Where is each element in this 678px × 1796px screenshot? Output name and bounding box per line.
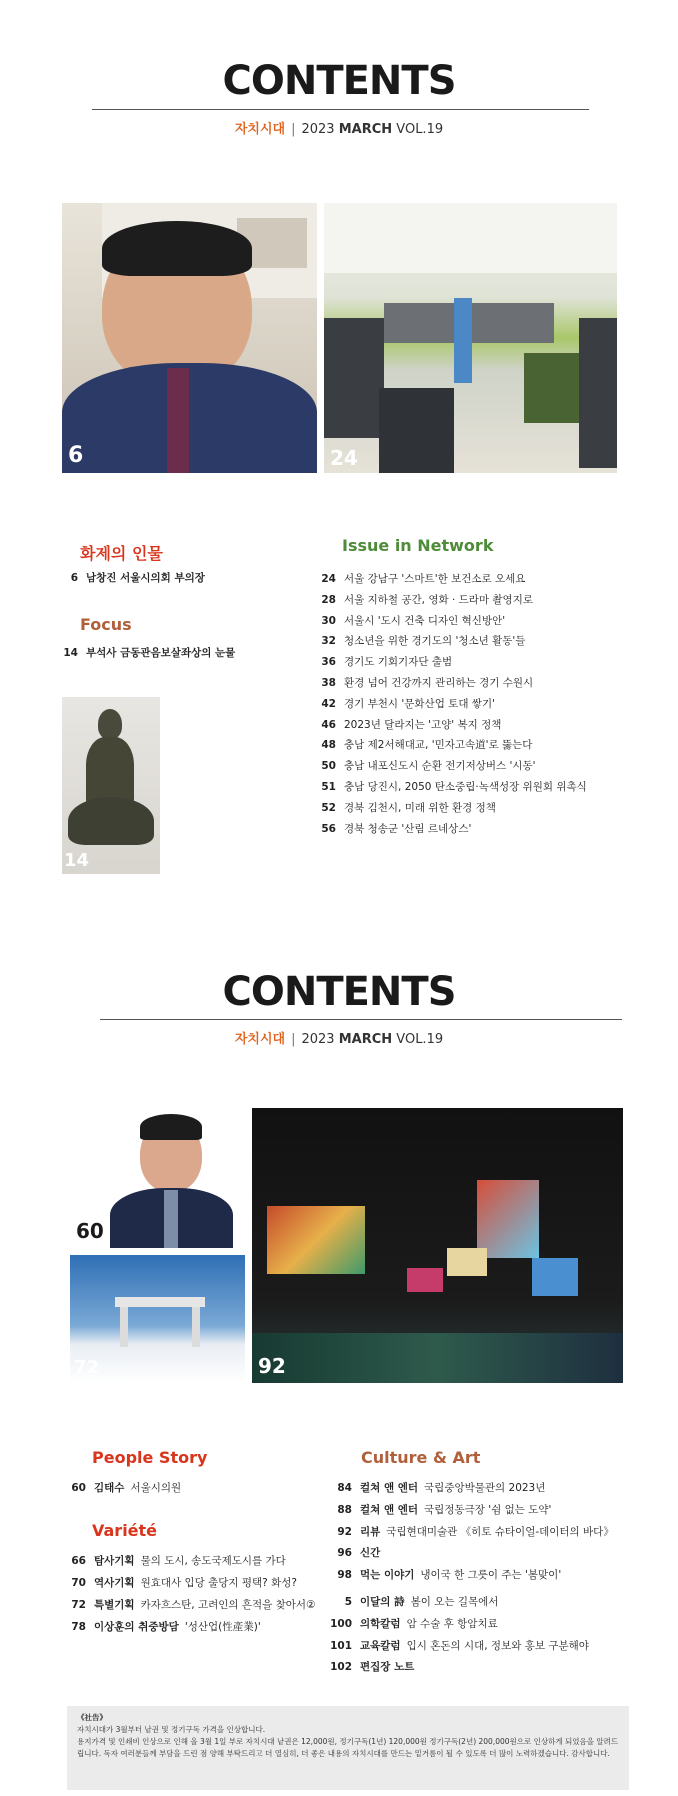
toc-entry-category: 먹는 이야기 <box>360 1569 415 1582</box>
toc-entry-title <box>360 1594 498 1609</box>
brand-name: 자치시대 <box>234 122 286 137</box>
toc-entry-category: 리뷰 <box>360 1525 381 1538</box>
toc-entry-text: 충남 내포신도시 순환 전기저상버스 '시동' <box>344 760 536 773</box>
toc-entry-text: 환경 넘어 건강까지 관리하는 경기 수원시 <box>344 677 534 689</box>
page-number-label: 6 <box>68 443 84 468</box>
statue-head <box>98 709 122 739</box>
toc-entry-title <box>344 758 536 773</box>
screen-artwork <box>267 1206 365 1274</box>
toc-entry-title <box>344 613 505 628</box>
photo-bodhisattva-statue <box>62 697 160 874</box>
toc-entry-title <box>94 1480 181 1495</box>
toc-entry-title <box>344 654 452 669</box>
monument-pillar <box>120 1307 128 1347</box>
toc-entry-title <box>344 633 525 648</box>
photo-mmca-exhibition <box>252 1108 623 1383</box>
toc-item[interactable] <box>310 654 452 669</box>
monument-pillar <box>192 1307 200 1347</box>
toc-item[interactable] <box>310 675 533 690</box>
screen-artwork <box>532 1258 578 1296</box>
toc-page-number: 38 <box>321 677 336 689</box>
section-heading-issue-in-network: Issue in Network <box>342 536 494 555</box>
toc-item[interactable] <box>328 1524 614 1539</box>
section-heading-variete: Variété <box>92 1521 158 1540</box>
page-number-label: 60 <box>76 1219 104 1243</box>
photo-machine-right <box>579 318 617 468</box>
toc-entry-title <box>344 717 501 732</box>
toc-entry-category: 교육칼럼 <box>360 1639 401 1652</box>
toc-entry-text: 서울시 '도시 건축 디자인 혁신방안' <box>344 614 506 627</box>
toc-entry-title <box>360 1616 498 1631</box>
photo-hair <box>140 1114 202 1140</box>
title-rule-2 <box>100 1019 622 1020</box>
toc-entry-text: 국립중앙박물관의 2023년 <box>424 1482 546 1494</box>
toc-entry-text: 2023년 달라지는 '고양' 복지 정책 <box>344 718 502 731</box>
toc-item[interactable] <box>310 717 501 732</box>
photo-hair <box>102 221 252 276</box>
toc-item[interactable] <box>328 1638 589 1653</box>
toc-page-number: 42 <box>321 697 336 710</box>
toc-page-number: 36 <box>321 656 336 669</box>
toc-item[interactable] <box>310 633 525 648</box>
toc-entry-text: 경북 청송군 '산림 르네상스' <box>344 822 472 835</box>
toc-entry-category: 탐사기획 <box>94 1555 135 1567</box>
toc-item[interactable] <box>310 821 471 836</box>
toc-entry-title <box>360 1502 551 1517</box>
toc-page-number: 24 <box>321 573 336 585</box>
subscription-notice <box>67 1706 629 1790</box>
page-number-label: 92 <box>258 1354 286 1378</box>
screen-artwork <box>447 1248 487 1276</box>
toc-entry-title <box>344 800 496 815</box>
issue-volume: VOL.19 <box>396 1032 444 1047</box>
toc-page-number: 60 <box>71 1482 86 1494</box>
monument-top <box>115 1297 205 1307</box>
toc-entry-category: 의학칼럼 <box>360 1617 401 1630</box>
toc-item[interactable] <box>66 1480 181 1495</box>
page-number-label: 24 <box>330 446 358 470</box>
toc-page-number: 96 <box>337 1547 352 1560</box>
notice-heading: 《社告》 <box>77 1713 107 1722</box>
toc-entry-title <box>344 675 533 690</box>
photo-vibration-machine <box>379 388 454 473</box>
toc-entry-title <box>344 592 533 607</box>
issue-volume: VOL.19 <box>396 122 444 137</box>
toc-entry-text: 경기도 기회기자단 출범 <box>344 656 453 669</box>
toc-entry-text: 국립현대미술관 《히토 슈타이얼-데이터의 바다》 <box>386 1525 614 1538</box>
toc-entry-text: 물의 도시, 송도국제도시를 가다 <box>140 1555 286 1567</box>
photo-smart-health-center <box>324 203 617 473</box>
toc-entry-title <box>94 1553 286 1568</box>
notice-line: 자치시대가 3월부터 낱권 및 정기구독 가격을 인상합니다. <box>77 1725 266 1734</box>
toc-page-number: 32 <box>321 635 336 648</box>
toc-entry-category: 역사기획 <box>94 1577 135 1589</box>
toc-entry-category: 이달의 詩 <box>360 1596 405 1608</box>
toc-page-number: 102 <box>330 1661 352 1674</box>
toc-item[interactable] <box>328 1480 545 1495</box>
toc-entry-text: 서울 강남구 '스마트'한 보건소로 오세요 <box>344 573 526 585</box>
toc-item[interactable] <box>310 696 495 711</box>
toc-entry-title <box>344 821 471 836</box>
toc-entry-title <box>344 696 495 711</box>
toc-page-number: 48 <box>321 739 336 752</box>
toc-entry-title <box>360 1480 545 1495</box>
section-heading-people-story: People Story <box>92 1448 208 1467</box>
toc-item[interactable] <box>66 1553 286 1568</box>
issue-subtitle-1 <box>0 118 678 137</box>
toc-entry-title <box>94 1619 261 1634</box>
toc-item[interactable]: 14 부석사 금동관음보살좌상의 눈물 <box>63 647 236 659</box>
toc-entry-text: 경기 부천시 '문화산업 토대 쌓기' <box>344 697 495 710</box>
issue-month: MARCH <box>338 1032 393 1047</box>
issue-year: 2023 <box>301 1032 335 1047</box>
toc-entry-text: 암 수술 후 항암치료 <box>406 1617 498 1630</box>
toc-item[interactable] <box>310 758 536 773</box>
photo-person-sitting <box>524 353 584 423</box>
toc-page-number: 92 <box>337 1525 352 1538</box>
toc-entry-category: 컬쳐 앤 엔터 <box>360 1482 419 1494</box>
page-number-label: 72 <box>74 1357 100 1378</box>
toc-item[interactable] <box>328 1545 386 1560</box>
toc-page-number: 78 <box>71 1621 86 1633</box>
toc-item[interactable] <box>66 1597 316 1612</box>
toc-item[interactable] <box>328 1567 561 1582</box>
photo-tie <box>167 368 189 473</box>
toc-entry-text: 봄이 오는 길목에서 <box>410 1596 499 1608</box>
screen-artwork <box>407 1268 443 1292</box>
toc-page-number: 101 <box>330 1639 352 1652</box>
photo-portrait-councilman <box>100 1108 243 1248</box>
toc-page-number: 30 <box>321 614 336 627</box>
toc-entry-category: 특별기획 <box>94 1599 135 1611</box>
toc-item[interactable] <box>66 1619 261 1634</box>
toc-item[interactable] <box>310 613 505 628</box>
notice-line: 용지가격 및 인쇄비 인상으로 인해 올 3월 1일 부로 자치시대 낱권은 12,000원, 정기구독(1년) 120,000원 정기구독(2년) 200,000원으로 인상하게 되었음을 알려드립니다. 독자 여러분들께 부담을 드린 점 양해 부탁드리고 더 열심히, 더 좋은 내용의 자치시대를 만드는 밑거름이 될 수 있도록 더 많이 노력하겠습니다. 감사합니다. <box>77 1737 619 1758</box>
toc-entry-title <box>344 779 587 794</box>
toc-page-number: 88 <box>337 1503 352 1516</box>
toc-entry-title <box>344 571 525 586</box>
photo-suit <box>62 363 317 473</box>
toc-item[interactable] <box>66 1575 297 1590</box>
toc-page-number: 70 <box>71 1577 86 1589</box>
toc-item[interactable]: 6 남창진 서울시의회 부의장 <box>70 572 205 584</box>
toc-entry-text: '성산업(性產業)' <box>184 1621 261 1633</box>
contents-title-2: CONTENTS <box>222 969 456 1015</box>
toc-item[interactable] <box>310 779 587 794</box>
toc-entry-title <box>360 1524 614 1539</box>
toc-item[interactable] <box>310 571 525 586</box>
toc-entry-category: 김태수 <box>94 1482 125 1494</box>
toc-page-number: 28 <box>321 593 336 606</box>
toc-page-number: 66 <box>71 1555 86 1567</box>
toc-entry-title <box>360 1659 420 1674</box>
brand-name: 자치시대 <box>234 1032 286 1047</box>
toc-entry-text: 충남 제2서해대교, '민자고속道'로 뚫는다 <box>344 739 533 752</box>
toc-item[interactable] <box>328 1502 551 1517</box>
toc-entry-category: 이상훈의 취중방담 <box>94 1621 179 1633</box>
toc-entry-category: 컬쳐 앤 엔터 <box>360 1503 419 1516</box>
toc-item[interactable] <box>310 800 496 815</box>
toc-entry-text: 서울 지하철 공간, 영화 · 드라마 촬영지로 <box>344 593 533 606</box>
toc-entry-text: 서울시의원 <box>130 1482 182 1494</box>
separator: | <box>291 122 296 137</box>
toc-entry-title <box>360 1638 589 1653</box>
statue-base <box>68 797 154 845</box>
toc-entry-text: 냉이국 한 그릇이 주는 '봄맞이' <box>420 1569 562 1582</box>
photo-machine-left <box>324 318 384 438</box>
toc-item[interactable] <box>310 592 533 607</box>
toc-entry-text: 충남 당진시, 2050 탄소중립·녹색성장 위원회 위촉식 <box>344 781 587 793</box>
toc-page-number: 98 <box>337 1569 352 1582</box>
toc-entry-text: 카자흐스탄, 고려인의 흔적을 찾아서② <box>140 1599 316 1611</box>
toc-page-number: 46 <box>321 718 336 731</box>
toc-entry-category: 편집장 노트 <box>360 1661 415 1674</box>
toc-item[interactable] <box>328 1659 420 1674</box>
exhibition-floor <box>252 1333 623 1383</box>
toc-entry-text: 국립정동극장 '쉼 없는 도약' <box>424 1503 552 1516</box>
toc-entry-text: 원효대사 입당 출당지 평택? 화성? <box>140 1577 297 1589</box>
toc-entry-title <box>344 737 532 752</box>
separator: | <box>291 1032 296 1047</box>
photo-tie <box>164 1190 178 1248</box>
toc-page-number: 100 <box>330 1617 352 1630</box>
toc-page-number: 72 <box>71 1599 86 1611</box>
toc-item[interactable] <box>328 1594 498 1609</box>
toc-page-number: 84 <box>337 1482 352 1494</box>
toc-entry-category: 신간 <box>360 1547 381 1560</box>
issue-month: MARCH <box>338 122 393 137</box>
toc-entry-text: 경북 김천시, 미래 위한 환경 정책 <box>344 801 496 814</box>
issue-subtitle-2 <box>0 1028 678 1047</box>
toc-item[interactable] <box>328 1616 498 1631</box>
toc-page-number: 56 <box>321 822 336 835</box>
title-rule-1 <box>92 109 589 110</box>
contents-title-1: CONTENTS <box>222 58 456 104</box>
section-heading-culture-art: Culture & Art <box>361 1448 481 1467</box>
toc-page-number: 5 <box>344 1596 352 1608</box>
toc-entry-title <box>360 1567 561 1582</box>
page-number-label: 14 <box>64 850 90 871</box>
issue-year: 2023 <box>301 122 335 137</box>
section-heading-focus: Focus <box>80 615 132 634</box>
toc-page-number: 50 <box>321 760 336 773</box>
toc-entry-text: 입시 혼돈의 시대, 정보와 홍보 구분해야 <box>406 1639 589 1652</box>
toc-entry-title <box>94 1575 297 1590</box>
toc-page-number: 51 <box>321 781 336 793</box>
toc-page-number: 52 <box>321 801 336 814</box>
photo-portrait-vice-chairman <box>62 203 317 473</box>
photo-person-standing <box>454 298 472 383</box>
section-heading-feature-person: 화제의 인물 <box>80 544 163 563</box>
photo-ceiling <box>324 203 617 273</box>
toc-item[interactable] <box>310 737 532 752</box>
toc-entry-title <box>360 1545 386 1560</box>
toc-entry-title <box>94 1597 316 1612</box>
toc-entry-text: 청소년을 위한 경기도의 '청소년 활동'들 <box>344 635 526 648</box>
screen-artwork <box>477 1180 539 1258</box>
